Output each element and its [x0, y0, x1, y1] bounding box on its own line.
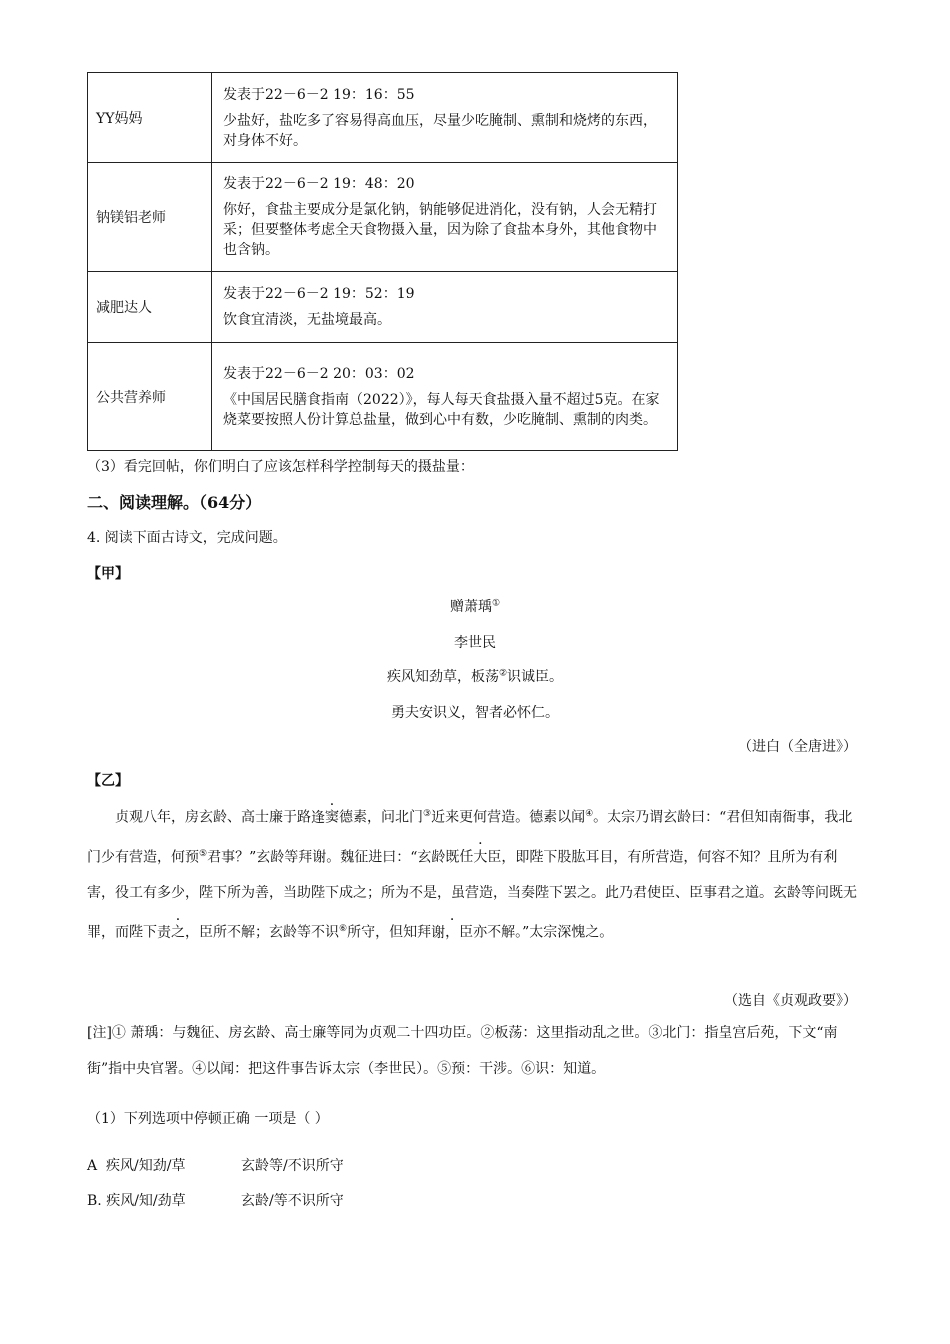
poem-source: （进白（全唐进》）: [738, 739, 857, 755]
emphasized-word: 责: [157, 924, 171, 941]
post-content: [212, 163, 678, 272]
section-heading: 二、阅读理解。（64分）: [87, 493, 262, 512]
post-user: 公共营养师: [88, 343, 212, 451]
emphasized-word: 逢: [311, 809, 325, 826]
post-time: 发表于22－6－2 19：52：19: [223, 286, 415, 302]
poem-line-2: 勇夫安识义，智者必怀仁。: [391, 705, 559, 721]
question-4-intro: 4. 阅读下面古诗文，完成问题。: [87, 530, 287, 546]
post-time: 发表于22－6－2 20：03：02: [223, 365, 415, 382]
option-a: A 疾风/知劲/草 玄龄等/不识所守: [87, 1158, 344, 1174]
post-user: 减肥达人: [88, 272, 212, 343]
post-body: 饮食宜清淡，无盐境最高。: [223, 312, 391, 328]
post-body: 少盐好，盐吃多了容易得高血压，尽量少吃腌制、熏制和烧烤的东西，对身体不好。: [223, 112, 657, 149]
question-1: （1）下列选项中停顿正确 一项是（ ）: [87, 1111, 329, 1127]
annotation-notes: [注]① 萧瑀：与魏征、房玄龄、高士廉等同为贞观二十四功臣。②板荡：这里指动乱之世。③北门：指皇宫后苑，下文“南街”指中央官署。④以闻：把这件事告诉太宗（李世民）。⑤预：干涉。⑥识：知道。: [87, 1025, 838, 1077]
table-row: [88, 272, 678, 343]
table-row: [88, 73, 678, 163]
option-b: B. 疾风/知/劲草 玄龄/等不识所守: [87, 1193, 344, 1209]
post-user: 钠镁铝老师: [88, 163, 212, 272]
post-time: 发表于22－6－2 19：48：20: [223, 176, 415, 192]
post-content: [212, 343, 678, 451]
post-body: 《中国居民膳食指南（2022）》，每人每天食盐摄入量不超过5克。在家烧菜要按照人份计算总盐量，做到心中有数，少吃腌制、熏制的肉类。: [223, 391, 660, 428]
post-content: [212, 73, 678, 163]
reply-table: [87, 72, 678, 451]
question-3: （3）看完回帖，你们明白了应该怎样科学控制每天的摄盐量：: [87, 459, 474, 475]
prose-passage: 贞观八年，房玄龄、高士廉于路逢窦德素，问北门③近来更何营造。德素以闻④。太宗乃谓玄龄曰：“君但知南衙事，我北门少有营造，何预⑤君事？”玄龄等拜谢。魏征进曰：“玄龄既任大臣，即陛下股肱耳目，有所营造，何容不知？且所为有利害，役工有多少，陛下所为善，当助陛下成之；所为不是，虽营造，当奏陛下罢之。此乃君使臣、臣事君之道。玄龄等问既无罪，而陛下责之，臣所不解；玄龄等不识⑥所守，但知拜谢，臣亦不解。”太宗深愧之。: [87, 809, 857, 941]
label-jia: 【甲】: [87, 566, 129, 582]
post-content: [212, 272, 678, 343]
post-user: YY妈妈: [88, 73, 212, 163]
post-time: 发表于22－6－2 19：16：55: [223, 86, 415, 103]
poem-author: 李世民: [454, 635, 496, 651]
label-yi: 【乙】: [87, 773, 129, 789]
emphasized-word: 任: [459, 849, 474, 866]
post-body: 你好，食盐主要成分是氯化钠，钠能够促进消化，没有钠，人会无精打采；但要整体考虑全天食物摄入量，因为除了食盐本身外，其他食物中也含钠。: [223, 202, 657, 258]
table-row: [88, 343, 678, 451]
emphasized-word: 谢: [431, 924, 446, 941]
poem-line-1: 疾风知劲草，板荡②识诚臣。: [386, 668, 564, 685]
prose-source: （选自《贞观政要》）: [724, 993, 857, 1009]
poem-title: 赠萧瑀①: [449, 598, 501, 615]
table-row: [88, 163, 678, 272]
